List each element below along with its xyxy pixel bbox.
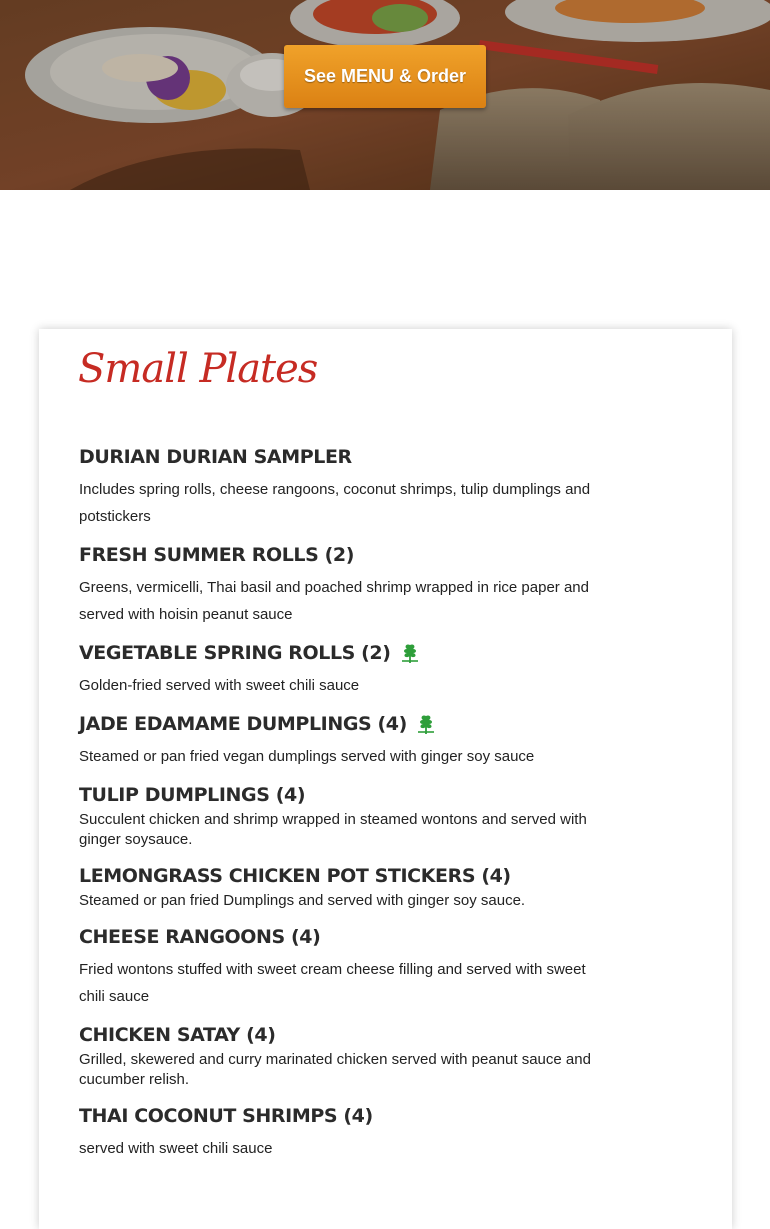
menu-item-name: FRESH SUMMER ROLLS (2): [79, 544, 355, 566]
menu-item-name: JADE EDAMAME DUMPLINGS (4): [79, 713, 407, 735]
menu-item-name: LEMONGRASS CHICKEN POT STICKERS (4): [79, 865, 511, 887]
menu-item-description: Includes spring rolls, cheese rangoons, coconut shrimps, tulip dumplings and potstickers: [79, 481, 591, 525]
hero-banner: [0, 0, 770, 190]
menu-item-description: Succulent chicken and shrimp wrapped in steamed wontons and served with ginger soysauce.: [79, 811, 587, 848]
menu-item-description: Greens, vermicelli, Thai basil and poached shrimp wrapped in rice paper and served with hoisin peanut sauce: [79, 579, 589, 623]
menu-item-name: CHICKEN SATAY (4): [79, 1024, 276, 1046]
menu-item-name: DURIAN DURIAN SAMPLER: [79, 446, 352, 468]
menu-item-description: Steamed or pan fried vegan dumplings served with ginger soy sauce: [79, 748, 535, 765]
menu-item-name: VEGETABLE SPRING ROLLS (2): [79, 642, 391, 664]
menu-item-description: served with sweet chili sauce: [79, 1140, 273, 1157]
menu-item: [79, 783, 599, 850]
menu-item: [79, 641, 599, 699]
menu-item-name: TULIP DUMPLINGS (4): [79, 784, 306, 806]
menu-item-description: Golden-fried served with sweet chili sauce: [79, 677, 360, 694]
menu-item-description: Steamed or pan fried Dumplings and served with ginger soy sauce.: [79, 892, 526, 909]
menu-item: [79, 925, 599, 1010]
menu-section-card: [39, 329, 732, 1229]
menu-item: [79, 1104, 599, 1162]
menu-item-name: THAI COCONUT SHRIMPS (4): [79, 1105, 373, 1127]
menu-item: [79, 543, 599, 628]
menu-item: [79, 864, 599, 911]
menu-item-description: Fried wontons stuffed with sweet cream cheese filling and served with sweet chili sauce: [79, 961, 586, 1005]
menu-item-description: Grilled, skewered and curry marinated chicken served with peanut sauce and cucumber relish.: [79, 1051, 591, 1088]
menu-item: [79, 712, 599, 770]
section-title: Small Plates: [78, 346, 318, 392]
menu-item-name: CHEESE RANGOONS (4): [79, 926, 321, 948]
menu-item: [79, 1023, 599, 1090]
vegetarian-leaf-icon: [400, 642, 420, 664]
see-menu-order-button[interactable]: See MENU & Order: [284, 45, 486, 108]
menu-item: [79, 445, 599, 530]
vegetarian-leaf-icon: [416, 713, 436, 735]
